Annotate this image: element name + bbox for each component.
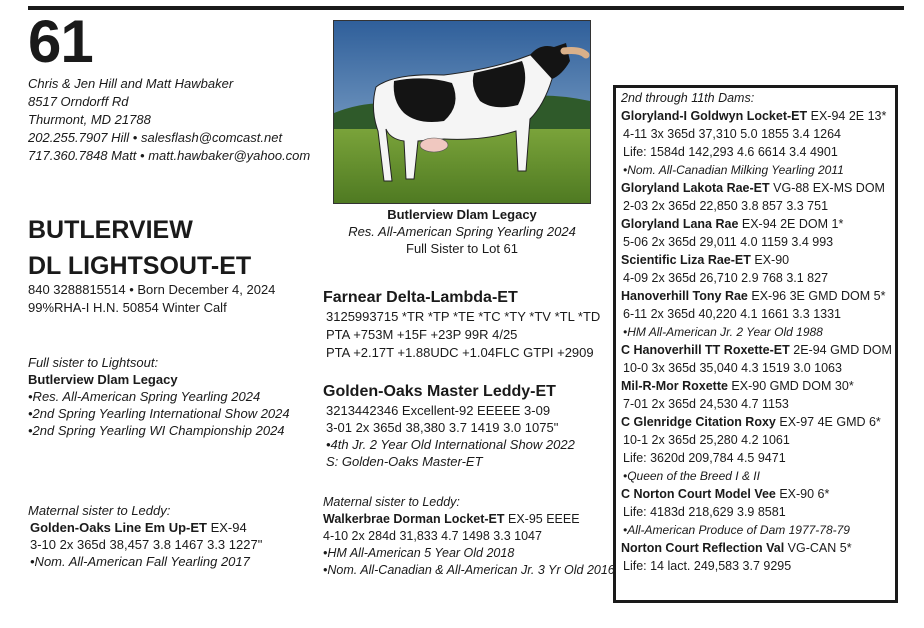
animal-name-line2: DL LIGHTSOUT-ET	[28, 252, 252, 280]
dam-entry-score: VG-CAN 5*	[784, 541, 852, 555]
consignor-phone-hill: 202.255.7907 Hill • salesflash@comcast.net	[28, 130, 283, 145]
dam-entry-name: Scientific Liza Rae-ET	[621, 253, 751, 267]
cow-photo	[333, 20, 591, 204]
consignor-city: Thurmont, MD 21788	[28, 112, 151, 127]
dam-entry-name: Gloryland Lakota Rae-ET	[621, 181, 770, 195]
dam-entry-heading	[621, 287, 891, 305]
dam-entry-name: C Norton Court Model Vee	[621, 487, 776, 501]
sire-line: 3125993715 *TR *TP *TE *TC *TY *TV *TL *TD	[326, 309, 601, 324]
sire-line: PTA +753M +15F +23P 99R 4/25	[326, 327, 518, 342]
dam-entry-record: 4-11 3x 365d 37,310 5.0 1855 3.4 1264	[623, 127, 842, 141]
caption-award: Res. All-American Spring Yearling 2024	[348, 224, 576, 239]
registration-line: 840 3288815514 • Born December 4, 2024	[28, 282, 276, 297]
animal-name	[28, 212, 251, 284]
dam-entry-note: •Nom. All-Canadian Milking Yearling 2011	[623, 163, 844, 177]
caption-name: Butlerview Dlam Legacy	[387, 207, 537, 222]
dam-entry-record: 2-03 2x 365d 22,850 3.8 857 3.3 751	[623, 199, 829, 213]
dam-entry-record: 6-11 2x 365d 40,220 4.1 1661 3.3 1331	[623, 307, 842, 321]
full-sister-block	[28, 354, 290, 439]
maternal-sister-block-2	[323, 494, 615, 579]
dam-entry-heading	[621, 341, 891, 359]
animal-name-line1: BUTLERVIEW	[28, 216, 193, 244]
dam-entry-record: 10-1 2x 365d 25,280 4.2 1061	[623, 433, 790, 447]
full-sister-note: •2nd Spring Yearling WI Championship 2024	[28, 423, 285, 438]
dam-entry-note: •All-American Produce of Dam 1977-78-79	[623, 523, 850, 537]
dam-entry-heading	[621, 377, 891, 395]
dam-entry-note: •HM All-American Jr. 2 Year Old 1988	[623, 325, 823, 339]
dam-entry-record: Life: 1584d 142,293 4.6 6614 3.4 4901	[623, 145, 838, 159]
maternal-sister-score: EX-94	[206, 520, 247, 535]
dam-entry-score: EX-90 6*	[775, 487, 830, 501]
pedigree-heading: 2nd through 11th Dams:	[621, 91, 755, 105]
sire-block	[323, 288, 600, 362]
dam-entry-score: EX-97 4E GMD 6*	[775, 415, 881, 429]
dam-entry-heading	[621, 107, 891, 125]
animal-details	[28, 281, 275, 317]
sire-name: Farnear Delta-Lambda-ET	[323, 289, 518, 306]
consignor-phone-matt: 717.360.7848 Matt • matt.hawbaker@yahoo.com	[28, 148, 311, 163]
dam-record: 3-01 2x 365d 38,380 3.7 1419 3.0 1075"	[326, 420, 559, 435]
photo-caption	[333, 206, 591, 257]
maternal-sister-block-1	[28, 502, 262, 570]
dam-entry-score: EX-90	[750, 253, 790, 267]
maternal-sister-score: EX-95 EEEE	[504, 512, 580, 526]
dam-entry-record: 10-0 3x 365d 35,040 4.3 1519 3.0 1063	[623, 361, 842, 375]
consignor-names: Chris & Jen Hill and Matt Hawbaker	[28, 76, 234, 91]
dam-entry-score: 2E-94 GMD DOM	[789, 343, 892, 357]
dam-entry-heading	[621, 539, 891, 557]
dam-entry-heading	[621, 413, 891, 431]
dam-entry-note: •Queen of the Breed I & II	[623, 469, 760, 483]
full-sister-note: •2nd Spring Yearling International Show 2024	[28, 406, 290, 421]
dam-entry-score: VG-88 EX-MS DOM	[769, 181, 885, 195]
dam-block	[323, 382, 575, 470]
maternal-sister-name: Golden-Oaks Line Em Up-ET	[30, 520, 207, 535]
top-rule	[28, 6, 904, 10]
dam-entry-heading	[621, 251, 891, 269]
dam-entry-heading	[621, 215, 891, 233]
dam-entry-score: EX-94 2E 13*	[807, 109, 887, 123]
maternal-sister-heading: Maternal sister to Leddy:	[323, 495, 460, 509]
dam-entry-record: Life: 3620d 209,784 4.5 9471	[623, 451, 786, 465]
full-sister-heading: Full sister to Lightsout:	[28, 355, 159, 370]
dam-entry-heading	[621, 179, 891, 197]
dam-entry-record: 7-01 2x 365d 24,530 4.7 1153	[623, 397, 789, 411]
full-sister-note: •Res. All-American Spring Yearling 2024	[28, 389, 261, 404]
lot-number: 61	[28, 8, 93, 75]
maternal-sister-heading: Maternal sister to Leddy:	[28, 503, 171, 518]
maternal-sister-note: •Nom. All-Canadian & All-American Jr. 3 Yr Old 2016	[323, 563, 615, 577]
full-sister-name: Butlerview Dlam Legacy	[28, 372, 178, 387]
dam-entry-score: EX-96 3E GMD DOM 5*	[747, 289, 886, 303]
dam-entry-score: EX-90 GMD DOM 30*	[727, 379, 854, 393]
dam-entry-name: Mil-R-Mor Roxette	[621, 379, 728, 393]
dam-line: 3213442346 Excellent-92 EEEEE 3-09	[326, 403, 551, 418]
pedigree-list	[621, 89, 891, 575]
dam-name: Golden-Oaks Master Leddy-ET	[323, 383, 556, 400]
dam-entry-name: Gloryland-I Goldwyn Locket-ET	[621, 109, 808, 123]
dam-entry-name: C Hanoverhill TT Roxette-ET	[621, 343, 790, 357]
dam-entry-name: C Glenridge Citation Roxy	[621, 415, 776, 429]
dam-entry-heading	[621, 485, 891, 503]
maternal-sister-record: 4-10 2x 284d 31,833 4.7 1498 3.3 1047	[323, 529, 542, 543]
dam-note: •4th Jr. 2 Year Old International Show 2022	[326, 437, 575, 452]
maternal-sister-note: •Nom. All-American Fall Yearling 2017	[30, 554, 250, 569]
maternal-sister-record: 3-10 2x 365d 38,457 3.8 1467 3.3 1227"	[30, 537, 263, 552]
dam-entry-record: Life: 14 lact. 249,583 3.7 9295	[623, 559, 792, 573]
dam-sire-note: S: Golden-Oaks Master-ET	[326, 454, 483, 469]
cow-photo-illustration	[334, 21, 590, 203]
dam-entry-record: 5-06 2x 365d 29,011 4.0 1159 3.4 993	[623, 235, 834, 249]
dam-entry-record: 4-09 2x 365d 26,710 2.9 768 3.1 827	[623, 271, 829, 285]
sire-line: PTA +2.17T +1.88UDC +1.04FLC GTPI +2909	[326, 345, 594, 360]
dam-entry-name: Gloryland Lana Rae	[621, 217, 739, 231]
consignor-info	[28, 75, 310, 165]
dam-entry-name: Hanoverhill Tony Rae	[621, 289, 748, 303]
caption-relation: Full Sister to Lot 61	[406, 241, 518, 256]
maternal-sister-name: Walkerbrae Dorman Locket-ET	[323, 512, 505, 526]
rha-line: 99%RHA-I H.N. 50854 Winter Calf	[28, 300, 227, 315]
maternal-sister-note: •HM All-American 5 Year Old 2018	[323, 546, 515, 560]
dam-entry-record: Life: 4183d 218,629 3.9 8581	[623, 505, 786, 519]
dam-entry-score: EX-94 2E DOM 1*	[738, 217, 844, 231]
dam-entry-name: Norton Court Reflection Val	[621, 541, 785, 555]
consignor-address: 8517 Orndorff Rd	[28, 94, 129, 109]
